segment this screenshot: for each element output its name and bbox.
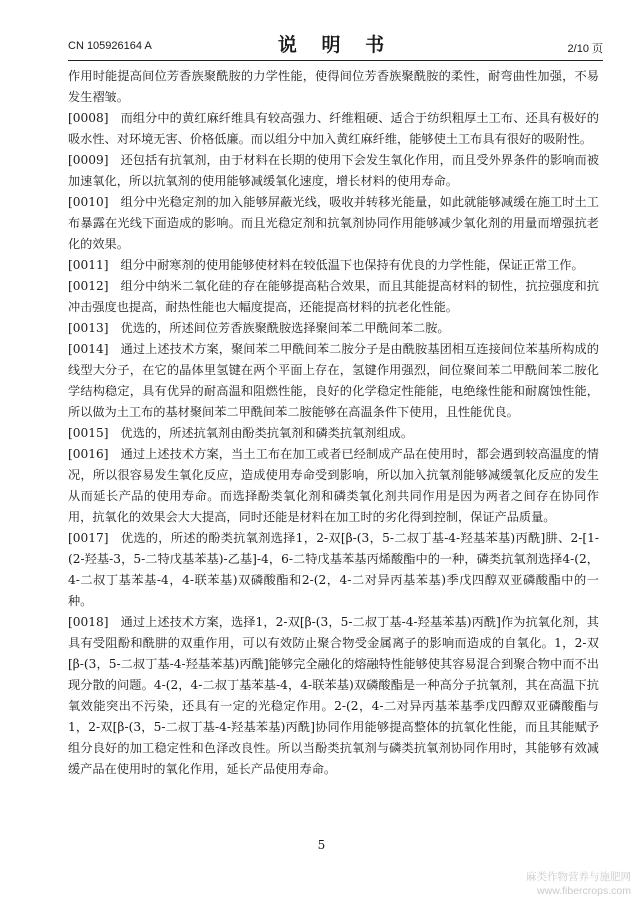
paragraph-number: [0018]: [68, 615, 109, 629]
paragraph-number: [0011]: [68, 258, 109, 272]
paragraph: [68, 276, 599, 318]
paragraph-number: [0015]: [68, 426, 109, 440]
document-body: [68, 66, 599, 780]
paragraph-number: [0009]: [68, 153, 109, 167]
paragraph-text: 组分中耐寒剂的使用能够使材料在较低温下也保持有优良的力学性能，保证正常工作。: [120, 258, 584, 272]
paragraph: [68, 528, 599, 612]
paragraph-text: 还包括有抗氧剂，由于材料在长期的使用下会发生氧化作用，而且受外界条件的影响而被加速氧化，所以抗氧剂的使用能够减缓氧化速度，增长材料的使用寿命。: [68, 153, 599, 188]
paragraph: [68, 66, 599, 108]
paragraph-text: 组分中纳米二氧化硅的存在能够提高粘合效果，而且其能提高材料的韧性，抗拉强度和抗冲击强度也提高，耐热性能也大幅度提高，还能提高材料的抗老化性能。: [68, 279, 599, 314]
watermark-title: 麻类作物营养与施肥网: [526, 871, 631, 883]
paragraph: [68, 423, 599, 444]
paragraph: [68, 318, 599, 339]
paragraph-number: [0014]: [68, 342, 109, 356]
paragraph: [68, 255, 599, 276]
paragraph: [68, 612, 599, 780]
paragraph-text: 通过上述技术方案，选择1，2-双[β-(3，5-二叔丁基-4-羟基苯基)丙酰]作为抗氧化剂，其具有受阻酚和酰肼的双重作用，可以有效防止聚合物受金属离子的影响而造成的自氧化。1，2-双[β-(3，5-二叔丁基-4-羟基苯基)丙酰]能够完全融化的熔融特性能够使其容易混合到聚合物中而不出现分散的问题。4-(2，4-二叔丁基苯基-4，4-联苯基)双磷酸酯是一种高分子抗氧剂，其在高温下抗氧效能突出不污染，还具有一定的光稳定作用。2-(2，4-二对异丙基苯基季戊四醇双亚磷酸酯与1，2-双[β-(3，5-二叔丁基-4-羟基苯基)丙酰]协同作用能够提高整体的抗氧化性能，而且其能赋予组分良好的加工稳定性和色泽改良性。所以当酚类抗氧剂与磷类抗氧剂协同作用时，其能够有效减缓产品在使用时的氧化作用，延长产品使用寿命。: [68, 615, 599, 776]
paragraph-number: [0016]: [68, 447, 109, 461]
paragraph-number: [0012]: [68, 279, 109, 293]
paragraph-number: [0013]: [68, 321, 109, 335]
paragraph: [68, 150, 599, 192]
page-number: 5: [317, 838, 326, 852]
paragraph-text: 组分中光稳定剂的加入能够屏蔽光线，吸收并转移光能量，如此就能够减缓在施工时土工布暴露在光线下面造成的影响。而且光稳定剂和抗氧剂协同作用能够减少氧化剂的用量而增强抗老化的效果。: [68, 195, 599, 251]
paragraph: [68, 444, 599, 528]
page-info: 2/10 页: [567, 43, 603, 55]
paragraph-text: 优选的，所述抗氧剂由酚类抗氧剂和磷类抗氧剂组成。: [120, 426, 414, 440]
watermark-url: www.fibercrops.com: [537, 885, 631, 897]
paragraph-number: [0008]: [68, 111, 109, 125]
watermark: [526, 870, 631, 898]
paragraph-text: 而组分中的黄红麻纤维具有较高强力、纤维粗硬、适合于纺织粗厚土工布、还具有极好的吸水性、对环境无害、价格低廉。而以组分中加入黄红麻纤维，能够使土工布具有很好的吸附性。: [68, 111, 599, 146]
page-title: 说 明 书: [277, 34, 394, 56]
page-header: [68, 28, 603, 61]
paragraph-text: 通过上述技术方案，当土工布在加工或者已经制成产品在使用时，都会遇到较高温度的情况，所以很容易发生氧化反应，造成使用寿命受到影响，所以加入抗氧剂能够减缓氧化反应的发生从而延长产品的使用寿命。而选择酚类氧化剂和磷类氧化剂共同作用是因为两者之间存在协同作用，抗氧化的效果会大大提高，同时还能是材料在加工时的劣化得到控制，保证产品质量。: [68, 447, 599, 524]
paragraph-number: [0010]: [68, 195, 109, 209]
paragraph: [68, 192, 599, 255]
paragraph-text: 优选的，所述的酚类抗氧剂选择1，2-双[β-(3，5-二叔丁基-4-羟基苯基)丙酰]肼、2-[1-(2-羟基-3，5-二特戊基苯基)-乙基]-4，6-二特戊基苯基丙烯酸酯中的一种，磷类抗氧剂选择4-(2，4-二叔丁基苯基-4，4-联苯基)双磷酸酯和2-(2，4-二对异丙基苯基)季戊四醇双亚磷酸酯中的一种。: [68, 531, 599, 608]
paragraph-text: 优选的，所述间位芳香族聚酰胺选择聚间苯二甲酰间苯二胺。: [120, 321, 450, 335]
paragraph-text: 作用时能提高间位芳香族聚酰胺的力学性能，使得间位芳香族聚酰胺的柔性，耐弯曲性加强，不易发生褶皱。: [68, 69, 599, 104]
paragraph: [68, 108, 599, 150]
doc-number: CN 105926164 A: [68, 40, 152, 52]
paragraph: [68, 339, 599, 423]
paragraph-text: 通过上述技术方案，聚间苯二甲酰间苯二胺分子是由酰胺基团相互连接间位苯基所构成的线型大分子，在它的晶体里氢键在两个平面上存在，氢键作用强烈，间位聚间苯二甲酰间苯二胺化学结构稳定，具有优异的耐高温和阻燃性能，良好的化学稳定性能能，电绝缘性能和耐腐蚀性能，所以做为土工布的基材聚间苯二甲酰间苯二胺能够在高温条件下使用，且性能优良。: [68, 342, 599, 419]
paragraph-number: [0017]: [68, 531, 109, 545]
